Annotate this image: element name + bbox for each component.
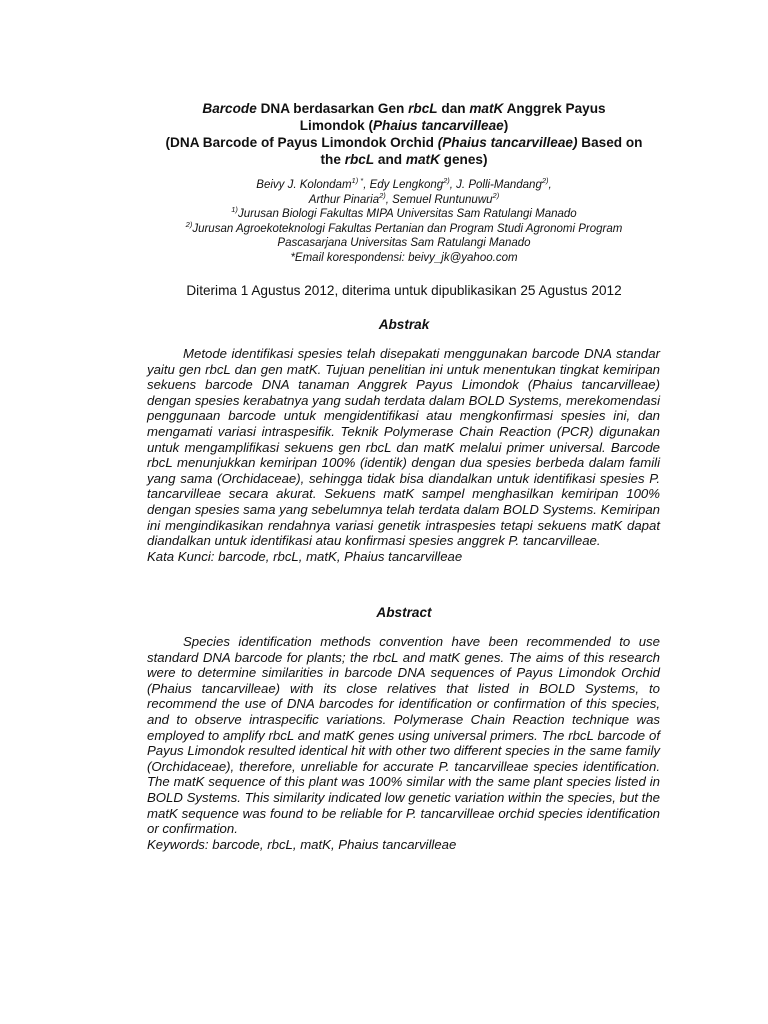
- title-line-3: (DNA Barcode of Payus Limondok Orchid (Phaius tancarvilleae) Based on: [165, 135, 643, 150]
- authors-line-1: Beivy J. Kolondam$^{1) *}$, Edy Lengkong$^{2)}$, J. Polli-Mandang$^{2)}$,: [256, 176, 552, 191]
- abstrak-keywords: Kata Kunci: barcode, rbcL, matK, Phaius tancarvilleae: [147, 548, 463, 564]
- affiliation-2: $^{2)}$Jurusan Agroekoteknologi Fakultas Pertanian dan Program Studi Agronomi Program: [185, 219, 623, 235]
- correspondence-email: *Email korespondensi: beivy_jk@yahoo.com: [290, 251, 518, 264]
- abstract-keywords: Keywords: barcode, rbcL, matK, Phaius tancarvilleae: [147, 836, 457, 852]
- affiliation-2-cont: Pascasarjana Universitas Sam Ratulangi Manado: [277, 237, 531, 249]
- abstrak-heading: Abstrak: [378, 317, 430, 332]
- abstract-heading: Abstract: [376, 605, 432, 620]
- abstract-body: Species identification methods convention have been recommended to use standard DNA barcode for plants; the rbcL and matK genes. The aims of this research were to determine similarities in barcode DNA sequences of Payus Limondok Orchid (Phaius tancarvilleae) with its close relatives that listed in BOLD Systems, to recommend the use of DNA barcodes for identification or confirmation of this species, and to observe intraspecific variations. Polymerase Chain Reaction technique was employed to amplify rbcL and matK genes using universal primers. The rbcL barcode of Payus Limondok resulted identical hit with other two different species in the same family (Orchidaceae), therefore, unreliable for accurate P. tancarvilleae species identification. The matK sequence of this plant was 100% similar with the same plant species listed in BOLD Systems. This similarity indicated low genetic variation within the species, but the matK sequence was found to be reliable for P. tancarvilleae orchid species identification or confirmation.: [147, 634, 660, 837]
- abstrak-section: [147, 346, 660, 564]
- author-block: [140, 178, 668, 265]
- paper-title: [140, 100, 668, 168]
- title-line-2: Limondok (Phaius tancarvilleae): [299, 118, 509, 133]
- affiliation-1: $^{1)}$Jurusan Biologi Fakultas MIPA Universitas Sam Ratulangi Manado: [231, 205, 577, 220]
- abstrak-body: Metode identifikasi spesies telah disepakati menggunakan barcode DNA standar yaitu gen rbcL dan gen matK. Tujuan penelitian ini untuk menentukan tingkat kemiripan sekuens barcode DNA tanaman Anggrek Payus Limondok (Phaius tancarvilleae) dengan spesies kerabatnya yang sudah terdata dalam BOLD Systems, merekomendasi penggunaan barcode untuk mengidentifikasi atau mengkonfirmasi spesies ini, dan mengamati variasi intraspesifik. Teknik Polymerase Chain Reaction (PCR) digunakan untuk mengamplifikasi sekuens gen rbcL dan matK melalui primer universal. Barcode rbcL menunjukkan kemiripan 100% (identik) dengan dua spesies berbeda dalam famili yang sama (Orchidaceae), sehingga tidak bisa diandalkan untuk identifikasi spesies P. tancarvilleae secara akurat. Sekuens matK sampel menghasilkan kemiripan 100% dengan spesies sama yang sebelumnya telah terdata dalam BOLD Systems. Kemiripan ini mengindikasikan rendahnya variasi genetik intraspesies tetapi sekuens matK dapat diandalkan untuk identifikasi atau konfirmasi spesies anggrek P. tancarvilleae.: [147, 346, 660, 549]
- received-dates: Diterima 1 Agustus 2012, diterima untuk dipublikasikan 25 Agustus 2012: [186, 283, 622, 298]
- title-line-1: Barcode DNA berdasarkan Gen rbcL dan matK Anggrek Payus: [202, 101, 606, 116]
- abstract-section: [147, 634, 660, 852]
- authors-line-2: Arthur Pinaria$^{2)}$, Semuel Runtunuwu$^{2)}$: [308, 190, 500, 206]
- title-line-4: the rbcL and matK genes): [320, 152, 488, 167]
